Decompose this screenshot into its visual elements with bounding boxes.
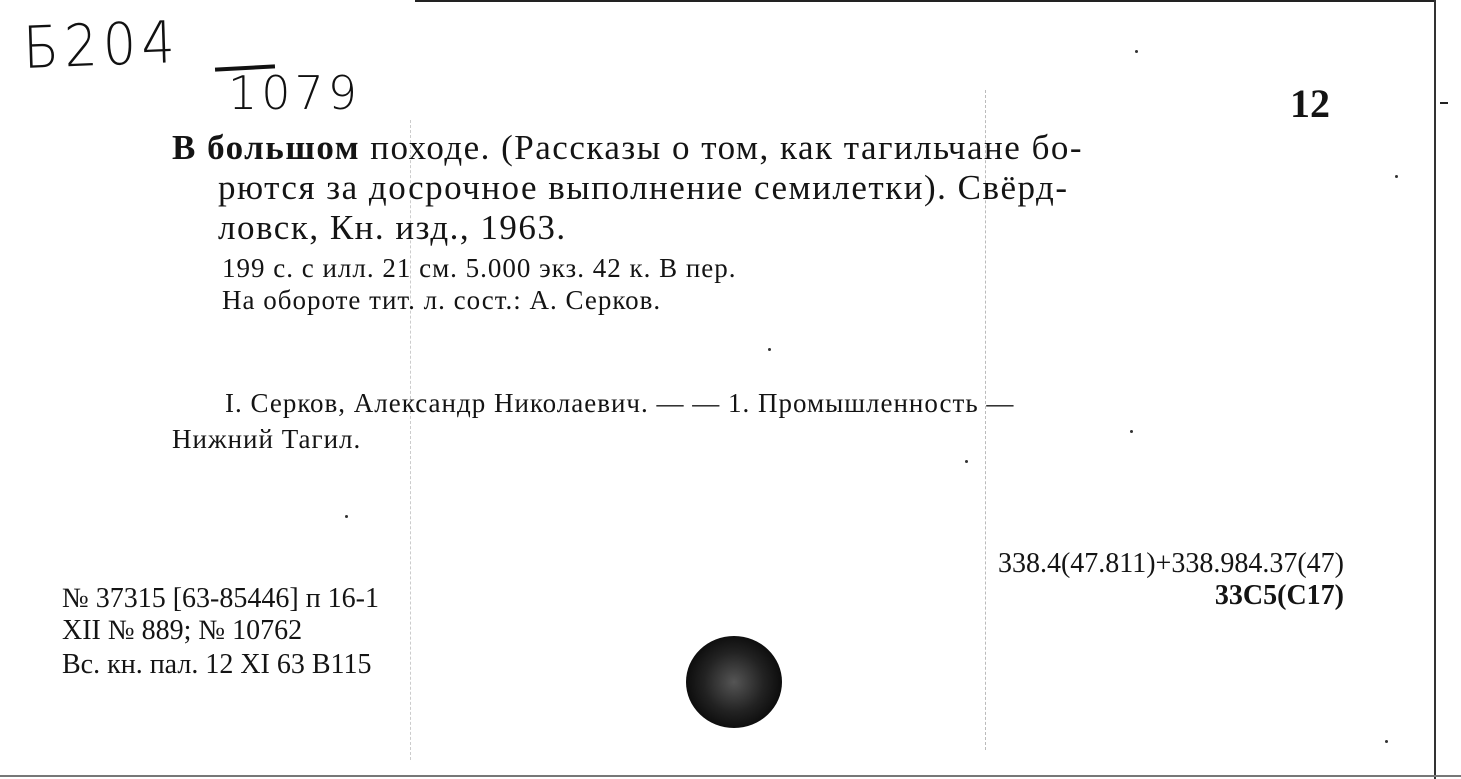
description-line-2: рются за досрочное выполнение семилетки). Свёрд- [218, 168, 1069, 207]
tracing-line-2: Нижний Тагил. [172, 424, 362, 454]
classification-number: 338.4(47.811)+338.984.37(47) [997, 548, 1344, 579]
title-line [172, 128, 1083, 168]
speck [768, 348, 771, 351]
handwritten-code: Б204 [22, 7, 182, 82]
card-bottom-border [0, 775, 1461, 777]
speck [1130, 430, 1133, 433]
speck [345, 515, 348, 518]
imprint-line: ловск, Кн. изд., 1963. [218, 208, 567, 247]
registration-line-1: № 37315 [63-85446] п 16-1 [62, 583, 379, 614]
speck [1395, 175, 1398, 178]
note-line: На обороте тит. л. сост.: А. Серков. [222, 285, 662, 315]
handwritten-number: 1079 [228, 66, 362, 120]
speck [1385, 740, 1388, 743]
card-top-border [415, 0, 1435, 2]
speck [1135, 50, 1138, 53]
title-bold: В большом [172, 128, 361, 167]
card-right-border [1434, 0, 1436, 779]
speck [965, 460, 968, 463]
punch-hole [686, 636, 782, 728]
edge-mark [1440, 102, 1448, 104]
tracing-line-1: I. Серков, Александр Николаевич. — — 1. Промышленность — [225, 388, 1015, 418]
title-rest: походе. (Рассказы о том, как тагильчане бо- [360, 128, 1084, 167]
registration-line-3: Вс. кн. пал. 12 XI 63 B115 [62, 649, 372, 680]
classification-code: 33С5(С17) [1214, 580, 1344, 611]
physical-description: 199 с. с илл. 21 см. 5.000 экз. 42 к. В пер. [222, 253, 737, 283]
registration-line-2: XII № 889; № 10762 [62, 615, 303, 646]
card-number: 12 [1290, 81, 1330, 126]
